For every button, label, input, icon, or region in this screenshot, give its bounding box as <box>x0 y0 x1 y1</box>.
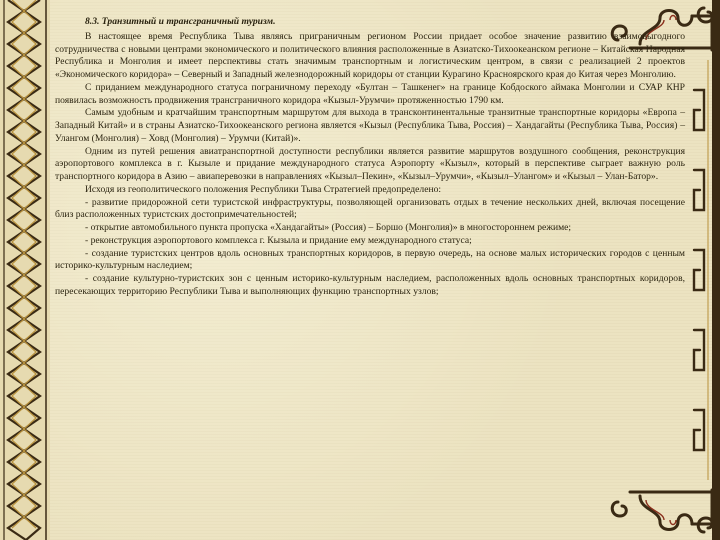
paragraph: Одним из путей решения авиатранспортной доступности республики является развитие маршрутов воздушного сообщения, реконструкция аэропортового комплекса в г. Кызыле и придание международного статуса Аэропорту «Кызыл», который в перспективе сыграет важную роль транспортного коридора в Азию – авиаперевозки в направлениях «Кызыл–Пекин», «Кызыл–Урумчи», «Кызыл–Улангом» и «Кызыл – Улан-Батор». <box>55 145 685 182</box>
list-item: - реконструкция аэропортового комплекса г. Кызыла и придание ему международного статуса; <box>85 234 472 246</box>
section-title: 8.3. Транзитный и трансграничный туризм. <box>85 16 276 27</box>
bottom-right-scroll-ornament <box>600 480 720 540</box>
list-item: - создание культурно-туристских зон с ценным историко-культурным наследием, расположенных вдоль основных транспортных коридоров, пересекающих территорию Республики Тыва и выполняющих функцию транспортных узлов; <box>55 273 685 297</box>
paragraph: С приданием международного статуса пограничному переходу «Бултан – Ташкенег» на границе Кобдоского аймака Монголии и СУАР КНР появилась возможность продвижения трансграничного коридора «Кызыл-Урумчи» протяженностью 1790 км. <box>55 81 685 106</box>
paragraph: Исходя из геополитического положения Республики Тыва Стратегией предопределено: <box>85 183 442 195</box>
list-item: - создание туристских центров вдоль основных транспортных коридоров, в первую очередь, на основе малых исторических городов с ценным историко-культурным наследием; <box>55 247 685 272</box>
paragraph: В настоящее время Республика Тыва являясь приграничным регионом России придает особое значение развитию взаимовыгодного сотрудничества с новыми центрами экономического и политического влияния расположенные в Азиатско-Тихоокеанском регионе – Китайская Народная Республика и Монголия и имеет перспективы стать значимым транспортным и логистическим центром, в связи с реализацией 2 проектов «Экономического коридора» – Северный и Западный железнодорожный коридоры от станции Курагино Красноярского края до Китая через Монголию. <box>55 30 685 80</box>
list-item: - развитие придорожной сети туристской инфраструктуры, позволяющей организовать отдых в течение нескольких дней, включая посещение близ расположенных туристских достопримечательностей; <box>55 196 685 221</box>
paragraph: Самым удобным и кратчайшим транспортным маршрутом для выхода в трансконтинентальные транзитные транспортные коридоры «Европа – Западный Китай» и в страны Азиатско-Тихоокеанского региона является «Кызыл (Республика Тыва, Россия) – Хандагайты (Республика Тыва, Россия) – Улангом (Монголия) – Ховд (Монголия) – Урумчи (Китай)». <box>55 107 685 144</box>
right-ornament-border <box>686 60 720 480</box>
list-item: - открытие автомобильного пункта пропуска «Хандагайты» (Россия) – Боршо (Монголия)» в многостороннем режиме; <box>85 222 572 233</box>
document-body <box>55 8 685 299</box>
left-ornament-border <box>0 0 50 540</box>
